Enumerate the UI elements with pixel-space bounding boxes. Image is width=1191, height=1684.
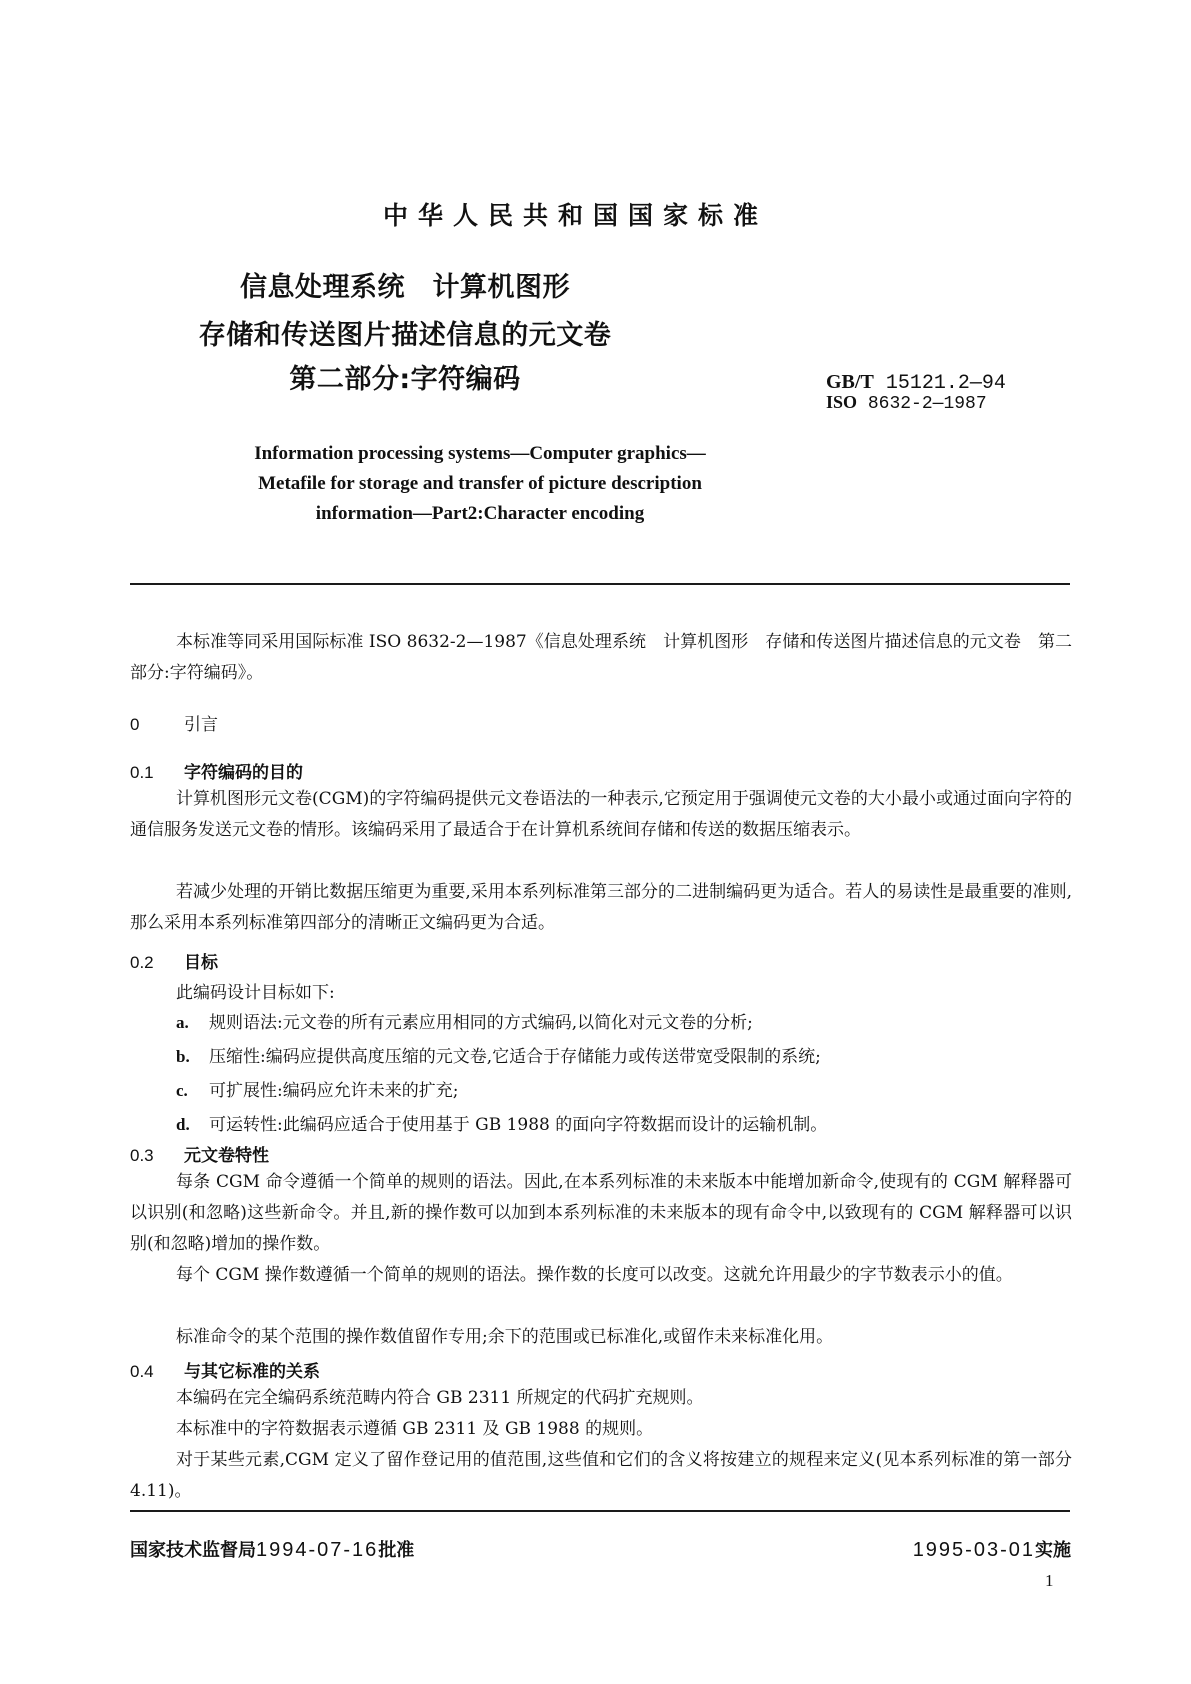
section-0-2-lead: 此编码设计目标如下: [176,983,335,1003]
section-number: 0 [130,715,140,734]
goal-item-d [176,1112,827,1138]
section-0-4-paragraph-2: 本标准中的字符数据表示遵循 GB 2311 及 GB 1988 的规则。 [176,1419,654,1439]
item-text: 可运转性:此编码应适合于使用基于 GB 1988 的面向字符数据而设计的运输机制。 [209,1115,828,1135]
goal-item-b [176,1044,821,1070]
section-number: 0.3 [130,1146,154,1165]
title-cn-line2: 存储和传送图片描述信息的元文卷 [198,320,612,351]
item-label: b. [176,1047,190,1066]
approver: 国家技术监督局 [130,1540,256,1561]
section-0-1-paragraph-2: 若减少处理的开销比数据压缩更为重要,采用本系列标准第三部分的二进制编码更为适合。若人的易读性是最重要的准则,那么采用本系列标准第四部分的清晰正文编码更为合适。 [130,882,1072,933]
section-0-3-paragraph-3: 标准命令的某个范围的操作数值留作专用;余下的范围或已标准化,或留作未来标准化用。 [176,1327,834,1347]
section-0-1-paragraph-1: 计算机图形元文卷(CGM)的字符编码提供元文卷语法的一种表示,它预定用于强调使元文卷的大小最小或通过面向字符的通信服务发送元文卷的情形。该编码采用了最适合于在计算机系统间存储和传送的数据压缩表示。 [130,789,1072,840]
page-number: 1 [1045,1571,1054,1590]
item-label: a. [176,1013,189,1032]
goal-item-a [176,1010,753,1036]
national-standard-header: 中华人民共和国国家标准 [382,201,768,230]
effective-suffix: 实施 [1035,1540,1071,1561]
section-number: 0.1 [130,763,154,782]
title-en-line3: information—Part2:Character encoding [315,503,645,524]
title-cn-line3: 第二部分:字符编码 [289,364,521,395]
section-title: 目标 [184,953,218,973]
section-0-4-paragraph-3: 对于某些元素,CGM 定义了留作登记用的值范围,这些值和它们的含义将按建立的规程来定义(见本系列标准的第一部分 4.11)。 [130,1450,1072,1501]
section-number: 0.4 [130,1362,154,1381]
goal-item-c [176,1078,458,1104]
gb-prefix: GB/T [826,371,874,393]
section-title: 与其它标准的关系 [184,1362,320,1382]
title-en-line2: Metafile for storage and transfer of picture description [258,473,702,494]
item-label: d. [176,1115,190,1134]
effective-line [913,1536,1071,1562]
section-0-4-heading [130,1359,320,1385]
section-0-1-heading [130,760,303,786]
section-title: 元文卷特性 [184,1146,269,1166]
gb-standard-number [826,372,1006,394]
intro-paragraph: 本标准等同采用国际标准 ISO 8632-2—1987《信息处理系统 计算机图形 存储和传送图片描述信息的元文卷 第二部分:字符编码》。 [130,632,1072,683]
iso-number: 8632-2—1987 [867,394,987,414]
section-0-4-paragraph-1: 本编码在完全编码系统范畴内符合 GB 2311 所规定的代码扩充规则。 [176,1388,704,1408]
section-number: 0.2 [130,953,154,972]
item-text: 规则语法:元文卷的所有元素应用相同的方式编码,以简化对元文卷的分析; [209,1013,753,1033]
approve-suffix: 批准 [378,1540,415,1561]
title-en-line1: Information processing systems—Computer graphics— [254,443,706,464]
iso-prefix: ISO [826,392,858,412]
header-divider [130,583,1070,585]
item-text: 可扩展性:编码应允许未来的扩充; [209,1081,459,1101]
gb-number: 15121.2—94 [885,372,1006,395]
section-0-3-paragraph-1: 每条 CGM 命令遵循一个简单的规则的语法。因此,在本系列标准的未来版本中能增加新命令,使现有的 CGM 解释器可以识别(和忽略)这些新命令。并且,新的操作数可以加到本系列标准的未来版本的现有命令中,以致现有的 CGM 解释器可以识别(和忽略)增加的操作数。 [130,1172,1072,1254]
title-cn-line1: 信息处理系统 计算机图形 [240,272,570,303]
footer-divider [130,1510,1070,1512]
section-0-3-heading [130,1143,269,1169]
section-title: 引言 [184,715,218,735]
section-0-heading [130,712,218,738]
approval-line [130,1536,414,1562]
effective-date: 1995-03-01 [912,1539,1035,1561]
item-text: 压缩性:编码应提供高度压缩的元文卷,它适合于存储能力或传送带宽受限制的系统; [209,1047,821,1067]
section-0-3-paragraph-2: 每个 CGM 操作数遵循一个简单的规则的语法。操作数的长度可以改变。这就允许用最少的字节数表示小的值。 [176,1265,1013,1285]
item-label: c. [176,1081,188,1100]
section-title: 字符编码的目的 [184,763,303,783]
section-0-2-heading [130,950,218,976]
approve-date: 1994-07-16 [256,1539,379,1561]
iso-standard-number [826,392,987,414]
